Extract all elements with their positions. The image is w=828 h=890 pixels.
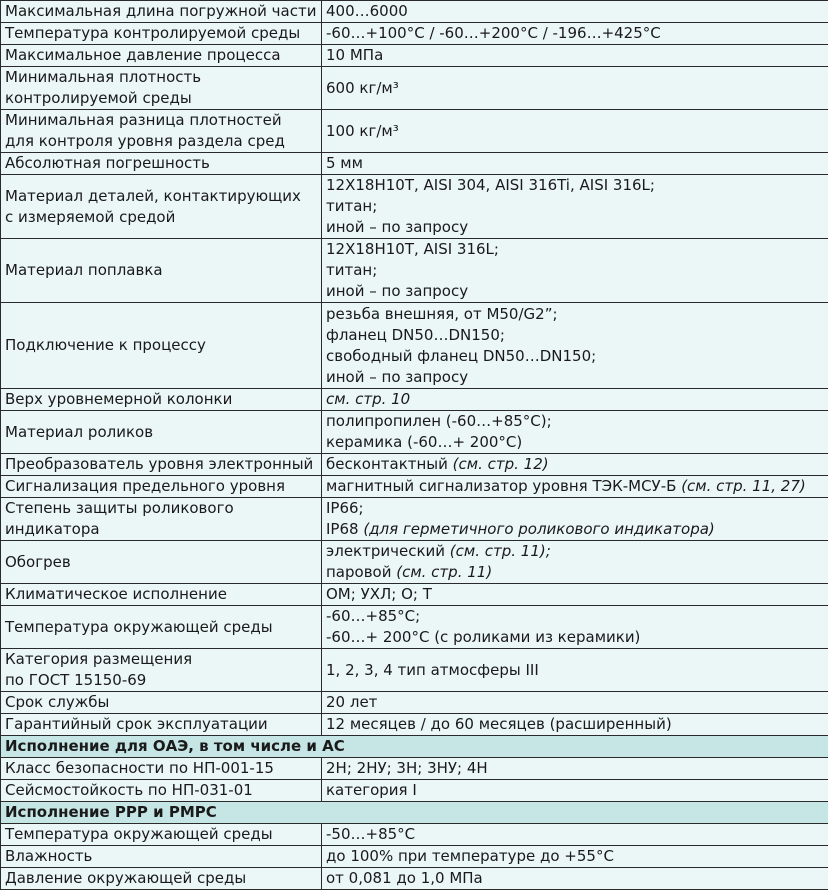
parameter-value-line: [326, 562, 824, 583]
parameter-value-line: [326, 325, 824, 346]
page-reference: (для герметичного роликового индикатора): [363, 520, 714, 538]
spec-row: [1, 239, 828, 303]
parameter-value-line: [326, 260, 824, 281]
spec-row: [1, 780, 828, 802]
parameter-value-line: [326, 281, 824, 302]
parameter-name: [1, 389, 322, 411]
parameter-name: [1, 824, 322, 846]
parameter-value: [322, 411, 828, 454]
parameter-value: [322, 1, 828, 23]
parameter-name: [1, 153, 322, 175]
parameter-name: [1, 868, 322, 890]
parameter-name-line: Обогрев: [5, 552, 317, 573]
value-text: керамика (-60…+ 200°C): [326, 433, 522, 451]
parameter-value: [322, 584, 828, 606]
parameter-name-line: Абсолютная погрешность: [5, 153, 317, 174]
value-text: 1, 2, 3, 4 тип атмосферы III: [326, 661, 539, 679]
specifications-body: [1, 1, 828, 890]
parameter-name-line: Степень защиты роликового: [5, 498, 317, 519]
parameter-name: [1, 23, 322, 45]
parameter-value-line: [326, 153, 824, 174]
parameter-value: [322, 649, 828, 692]
parameter-name-line: Материал деталей, контактирующих: [5, 186, 317, 207]
parameter-name-line: Климатическое исполнение: [5, 584, 317, 605]
parameter-value: [322, 153, 828, 175]
parameter-name: [1, 175, 322, 239]
parameter-value: [322, 239, 828, 303]
parameter-name: [1, 476, 322, 498]
parameter-value-line: [326, 45, 824, 66]
parameter-name-line: Минимальная плотность: [5, 67, 317, 88]
spec-row: [1, 303, 828, 389]
parameter-value-line: [326, 476, 824, 497]
parameter-value: [322, 846, 828, 868]
parameter-name: [1, 110, 322, 153]
spec-row: [1, 868, 828, 890]
parameter-value: [322, 23, 828, 45]
parameter-name-line: Минимальная разница плотностей: [5, 110, 317, 131]
parameter-name-line: с измеряемой средой: [5, 207, 317, 228]
page-reference: см. стр. 10: [326, 390, 410, 408]
parameter-value-line: [326, 217, 824, 238]
parameter-value-line: [326, 411, 824, 432]
spec-row: [1, 649, 828, 692]
value-text: бесконтактный: [326, 455, 453, 473]
parameter-name: [1, 649, 322, 692]
parameter-value-line: [326, 627, 824, 648]
parameter-name-line: Верх уровнемерной колонки: [5, 389, 317, 410]
value-text: иной – по запросу: [326, 368, 468, 386]
parameter-value-line: [326, 78, 824, 99]
parameter-name: [1, 239, 322, 303]
parameter-value: [322, 714, 828, 736]
parameter-name-line: Преобразователь уровня электронный: [5, 454, 317, 475]
value-text: категория I: [326, 781, 417, 799]
parameter-value-line: [326, 846, 824, 867]
parameter-name: [1, 411, 322, 454]
parameter-value: [322, 541, 828, 584]
spec-row: [1, 67, 828, 110]
parameter-value-line: [326, 346, 824, 367]
value-text: ОМ; УХЛ; О; Т: [326, 585, 432, 603]
parameter-name-line: для контроля уровня раздела сред: [5, 131, 317, 152]
value-text: -60…+ 200°C (с роликами из керамики): [326, 628, 640, 646]
spec-row: [1, 23, 828, 45]
parameter-name-line: Влажность: [5, 846, 317, 867]
parameter-name: [1, 714, 322, 736]
parameter-name-line: Температура контролируемой среды: [5, 23, 317, 44]
value-text: резьба внешняя, от М50/G2”;: [326, 305, 558, 323]
section-header-row: [1, 736, 828, 758]
parameter-value: [322, 303, 828, 389]
value-text: 400…6000: [326, 2, 408, 20]
section-title: Исполнение РРР и РМРС: [1, 802, 828, 824]
parameter-name: [1, 454, 322, 476]
page-reference: (см. стр. 11, 27): [681, 477, 806, 495]
parameter-value: [322, 45, 828, 67]
value-text: титан;: [326, 261, 377, 279]
value-text: электрический: [326, 542, 450, 560]
spec-row: [1, 411, 828, 454]
spec-row: [1, 498, 828, 541]
parameter-name: [1, 541, 322, 584]
parameter-value: [322, 454, 828, 476]
value-text: иной – по запросу: [326, 218, 468, 236]
parameter-name-line: Срок службы: [5, 692, 317, 713]
section-header-row: [1, 802, 828, 824]
parameter-value-line: [326, 868, 824, 889]
parameter-value: [322, 67, 828, 110]
parameter-value-line: [326, 758, 824, 779]
parameter-name-line: Материал роликов: [5, 422, 317, 443]
spec-row: [1, 846, 828, 868]
parameter-name-line: Максимальная длина погружной части: [5, 1, 317, 22]
parameter-name: [1, 584, 322, 606]
parameter-name-line: Подключение к процессу: [5, 335, 317, 356]
parameter-value-line: [326, 541, 824, 562]
value-text: магнитный сигнализатор уровня ТЭК-МСУ-Б: [326, 477, 681, 495]
parameter-value: [322, 824, 828, 846]
parameter-value: [322, 692, 828, 714]
parameter-value-line: [326, 780, 824, 801]
parameter-value-line: [326, 175, 824, 196]
parameter-value-line: [326, 304, 824, 325]
parameter-name-line: Материал поплавка: [5, 260, 317, 281]
parameter-name-line: Максимальное давление процесса: [5, 45, 317, 66]
parameter-value: [322, 389, 828, 411]
spec-row: [1, 714, 828, 736]
value-text: IP66;: [326, 499, 364, 517]
value-text: -50…+85°C: [326, 825, 415, 843]
parameter-name: [1, 846, 322, 868]
parameter-value-line: [326, 660, 824, 681]
parameter-name-line: индикатора: [5, 519, 317, 540]
parameter-value-line: [326, 714, 824, 735]
value-text: 100 кг/м³: [326, 122, 399, 140]
value-text: 5 мм: [326, 154, 363, 172]
parameter-name: [1, 45, 322, 67]
parameter-value: [322, 606, 828, 649]
parameter-value-line: [326, 367, 824, 388]
spec-row: [1, 389, 828, 411]
page-reference: (см. стр. 12): [453, 455, 549, 473]
parameter-value: [322, 780, 828, 802]
parameter-name-line: Сейсмостойкость по НП-031-01: [5, 780, 317, 801]
value-text: IP68: [326, 520, 363, 538]
parameter-name: [1, 67, 322, 110]
parameter-value: [322, 175, 828, 239]
value-text: 12Х18Н10Т, AISI 316L;: [326, 240, 499, 258]
parameter-name-line: Давление окружающей среды: [5, 868, 317, 889]
page-reference: (см. стр. 11): [396, 563, 492, 581]
value-text: титан;: [326, 197, 377, 215]
parameter-name-line: Гарантийный срок эксплуатации: [5, 714, 317, 735]
parameter-value-line: [326, 454, 824, 475]
value-text: свободный фланец DN50…DN150;: [326, 347, 596, 365]
parameter-name-line: по ГОСТ 15150-69: [5, 670, 317, 691]
spec-row: [1, 153, 828, 175]
spec-row: [1, 758, 828, 780]
parameter-value: [322, 476, 828, 498]
spec-row: [1, 110, 828, 153]
parameter-name-line: Сигнализация предельного уровня: [5, 476, 317, 497]
parameter-value-line: [326, 498, 824, 519]
spec-row: [1, 454, 828, 476]
parameter-value: [322, 868, 828, 890]
spec-row: [1, 824, 828, 846]
parameter-value-line: [326, 606, 824, 627]
parameter-value-line: [326, 121, 824, 142]
spec-row: [1, 606, 828, 649]
parameter-value-line: [326, 584, 824, 605]
value-text: полипропилен (-60…+85°C);: [326, 412, 552, 430]
value-text: фланец DN50…DN150;: [326, 326, 505, 344]
parameter-name-line: Класс безопасности по НП-001-15: [5, 758, 317, 779]
parameter-name-line: контролируемой среды: [5, 88, 317, 109]
spec-row: [1, 1, 828, 23]
value-text: -60…+100°C / -60…+200°C / -196…+425°C: [326, 24, 661, 42]
parameter-value-line: [326, 824, 824, 845]
parameter-name: [1, 758, 322, 780]
spec-row: [1, 584, 828, 606]
parameter-value-line: [326, 1, 824, 22]
parameter-value: [322, 758, 828, 780]
parameter-value: [322, 498, 828, 541]
value-text: паровой: [326, 563, 396, 581]
parameter-value-line: [326, 692, 824, 713]
value-text: иной – по запросу: [326, 282, 468, 300]
parameter-name: [1, 780, 322, 802]
value-text: 12Х18Н10Т, AISI 304, AISI 316Ti, AISI 316L;: [326, 176, 655, 194]
section-title: Исполнение для ОАЭ, в том числе и АС: [1, 736, 828, 758]
parameter-name-line: Категория размещения: [5, 649, 317, 670]
value-text: от 0,081 до 1,0 МПа: [326, 869, 483, 887]
parameter-name-line: Температура окружающей среды: [5, 617, 317, 638]
parameter-value-line: [326, 196, 824, 217]
parameter-value-line: [326, 389, 824, 410]
parameter-name: [1, 498, 322, 541]
parameter-name-line: Температура окружающей среды: [5, 824, 317, 845]
parameter-value-line: [326, 432, 824, 453]
value-text: 600 кг/м³: [326, 79, 399, 97]
parameter-value-line: [326, 23, 824, 44]
spec-row: [1, 476, 828, 498]
parameter-name: [1, 303, 322, 389]
parameter-value: [322, 110, 828, 153]
parameter-value-line: [326, 239, 824, 260]
value-text: до 100% при температуре до +55°C: [326, 847, 614, 865]
spec-row: [1, 692, 828, 714]
parameter-name: [1, 1, 322, 23]
value-text: 12 месяцев / до 60 месяцев (расширенный): [326, 715, 672, 733]
value-text: -60…+85°C;: [326, 607, 420, 625]
parameter-name: [1, 692, 322, 714]
value-text: 2Н; 2НУ; 3Н; 3НУ; 4Н: [326, 759, 488, 777]
value-text: 20 лет: [326, 693, 377, 711]
spec-row: [1, 175, 828, 239]
parameter-value-line: [326, 519, 824, 540]
spec-row: [1, 45, 828, 67]
page-reference: (см. стр. 11);: [450, 542, 551, 560]
parameter-name: [1, 606, 322, 649]
spec-row: [1, 541, 828, 584]
value-text: 10 МПа: [326, 46, 383, 64]
